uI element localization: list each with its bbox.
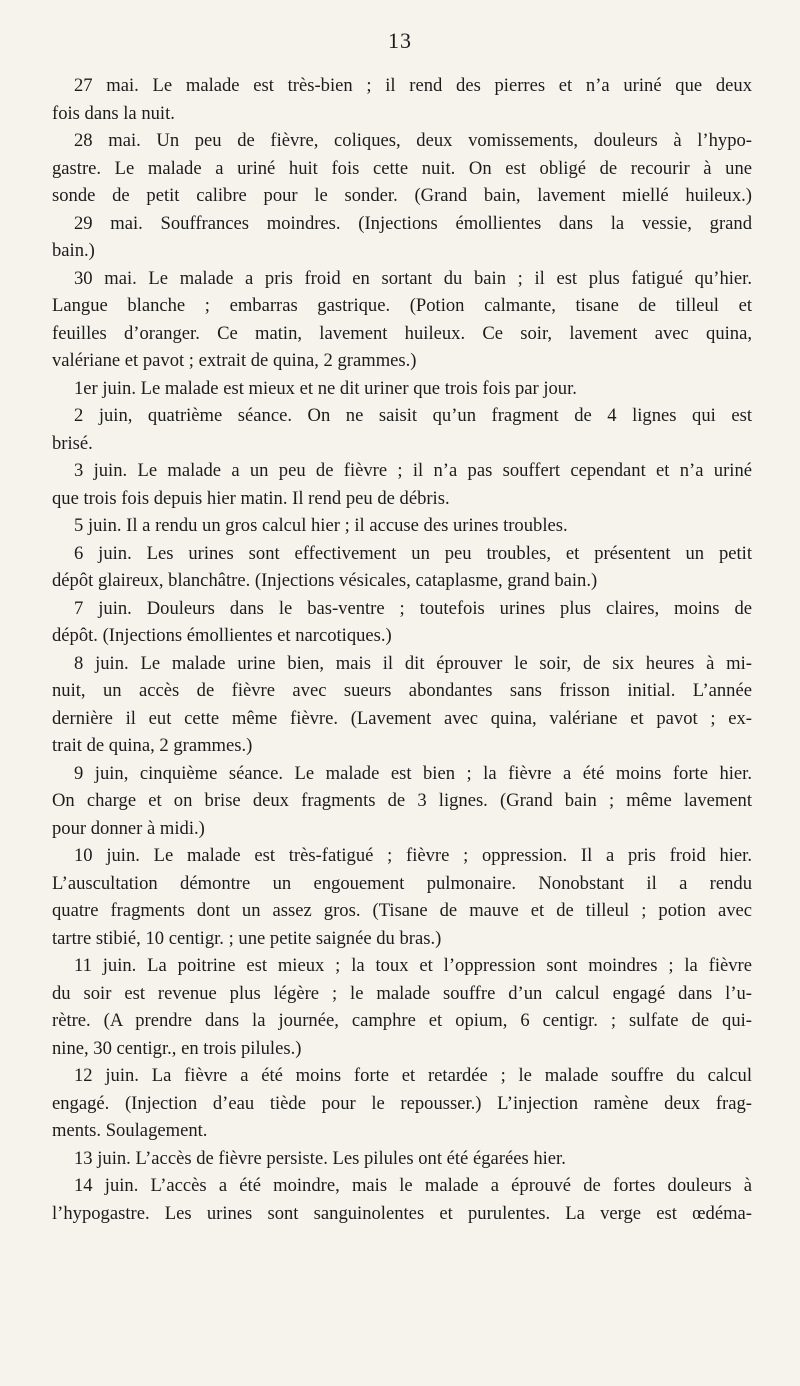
text-line: dépôt. (Injections émollientes et narcotiques.) xyxy=(52,625,392,646)
text-line: l’hypogastre. Les urines sont sanguinolentes et purulentes. La verge est œdéma- xyxy=(52,1202,752,1224)
text-line: brisé. xyxy=(52,432,93,454)
text-line: nine, 30 centigr., en trois pilules.) xyxy=(52,1037,302,1059)
text-line: nuit, un accès de fièvre avec sueurs abondantes sans frisson initial. L’année xyxy=(52,680,752,701)
text-line: 13 juin. L’accès de fièvre persiste. Les pilules ont été égarées hier. xyxy=(74,1147,566,1169)
text-line: bain.) xyxy=(52,240,95,261)
text-line: On charge et on brise deux fragments de 3 lignes. (Grand bain ; même lavement xyxy=(52,790,752,811)
text-line: dépôt glaireux, blanchâtre. (Injections vésicales, cataplasme, grand bain.) xyxy=(52,570,598,591)
text-line: Langue blanche ; embarras gastrique. (Potion calmante, tisane de tilleul et xyxy=(52,295,752,316)
text-line: 6 juin. Les urines sont effectivement un peu troubles, et présentent un petit xyxy=(74,542,752,564)
text-line: que trois fois depuis hier matin. Il rend peu de débris. xyxy=(52,487,450,509)
text-line: ments. Soulagement. xyxy=(52,1120,208,1141)
text-line: 11 juin. La poitrine est mieux ; la toux et l’oppression sont moindres ; la fièvre xyxy=(74,955,752,976)
text-line: tartre stibié, 10 centigr. ; une petite saignée du bras.) xyxy=(52,927,442,949)
text-line: 10 juin. Le malade est très-fatigué ; fièvre ; oppression. Il a pris froid hier. xyxy=(74,845,752,866)
text-line: 7 juin. Douleurs dans le bas-ventre ; toutefois urines plus claires, moins de xyxy=(74,597,752,619)
text-line: 28 mai. Un peu de fièvre, coliques, deux vomissements, douleurs à l’hypo- xyxy=(74,130,752,151)
text-line: feuilles d’oranger. Ce matin, lavement huileux. Ce soir, lavement avec quina, xyxy=(52,322,752,344)
text-line: 27 mai. Le malade est très-bien ; il rend des pierres et n’a uriné que deux xyxy=(74,75,752,96)
text-line: 3 juin. Le malade a un peu de fièvre ; il n’a pas souffert cependant et n’a uriné xyxy=(74,460,752,481)
text-line: 8 juin. Le malade urine bien, mais il dit éprouver le soir, de six heures à mi- xyxy=(74,652,752,674)
text-line: valériane et pavot ; extrait de quina, 2 grammes.) xyxy=(52,350,417,371)
text-line: du soir est revenue plus légère ; le malade souffre d’un calcul engagé dans l’u- xyxy=(52,982,752,1004)
text-line: 2 juin, quatrième séance. On ne saisit qu’un fragment de 4 lignes qui est xyxy=(74,405,752,426)
text-line: pour donner à midi.) xyxy=(52,817,205,839)
text-line: quatre fragments dont un assez gros. (Tisane de mauve et de tilleul ; potion avec xyxy=(52,900,752,921)
text-line: 30 mai. Le malade a pris froid en sortant du bain ; il est plus fatigué qu’hier. xyxy=(74,267,752,289)
text-line: L’auscultation démontre un engouement pulmonaire. Nonobstant il a rendu xyxy=(52,872,752,894)
text-line: dernière il eut cette même fièvre. (Lavement avec quina, valériane et pavot ; ex- xyxy=(52,707,752,729)
text-line: engagé. (Injection d’eau tiède pour le repousser.) L’injection ramène deux frag- xyxy=(52,1092,752,1114)
page-number: 13 xyxy=(388,28,412,53)
text-line: sonde de petit calibre pour le sonder. (Grand bain, lavement miellé huileux.) xyxy=(52,185,752,206)
text-line: 12 juin. La fièvre a été moins forte et retardée ; le malade souffre du calcul xyxy=(74,1065,752,1086)
text-line: 1er juin. Le malade est mieux et ne dit uriner que trois fois par jour. xyxy=(74,377,577,399)
text-line: 29 mai. Souffrances moindres. (Injections émollientes dans la vessie, grand xyxy=(74,212,752,234)
text-line: trait de quina, 2 grammes.) xyxy=(52,735,253,756)
text-line: fois dans la nuit. xyxy=(52,102,175,124)
body-text xyxy=(52,72,752,1227)
text-line: rètre. (A prendre dans la journée, camphre et opium, 6 centigr. ; sulfate de qui- xyxy=(52,1010,752,1031)
text-line: gastre. Le malade a uriné huit fois cette nuit. On est obligé de recourir à une xyxy=(52,157,752,179)
text-line: 5 juin. Il a rendu un gros calcul hier ; il accuse des urines troubles. xyxy=(74,515,568,536)
text-line: 9 juin, cinquième séance. Le malade est bien ; la fièvre a été moins forte hier. xyxy=(74,762,752,784)
text-line: 14 juin. L’accès a été moindre, mais le malade a éprouvé de fortes douleurs à xyxy=(74,1175,752,1196)
